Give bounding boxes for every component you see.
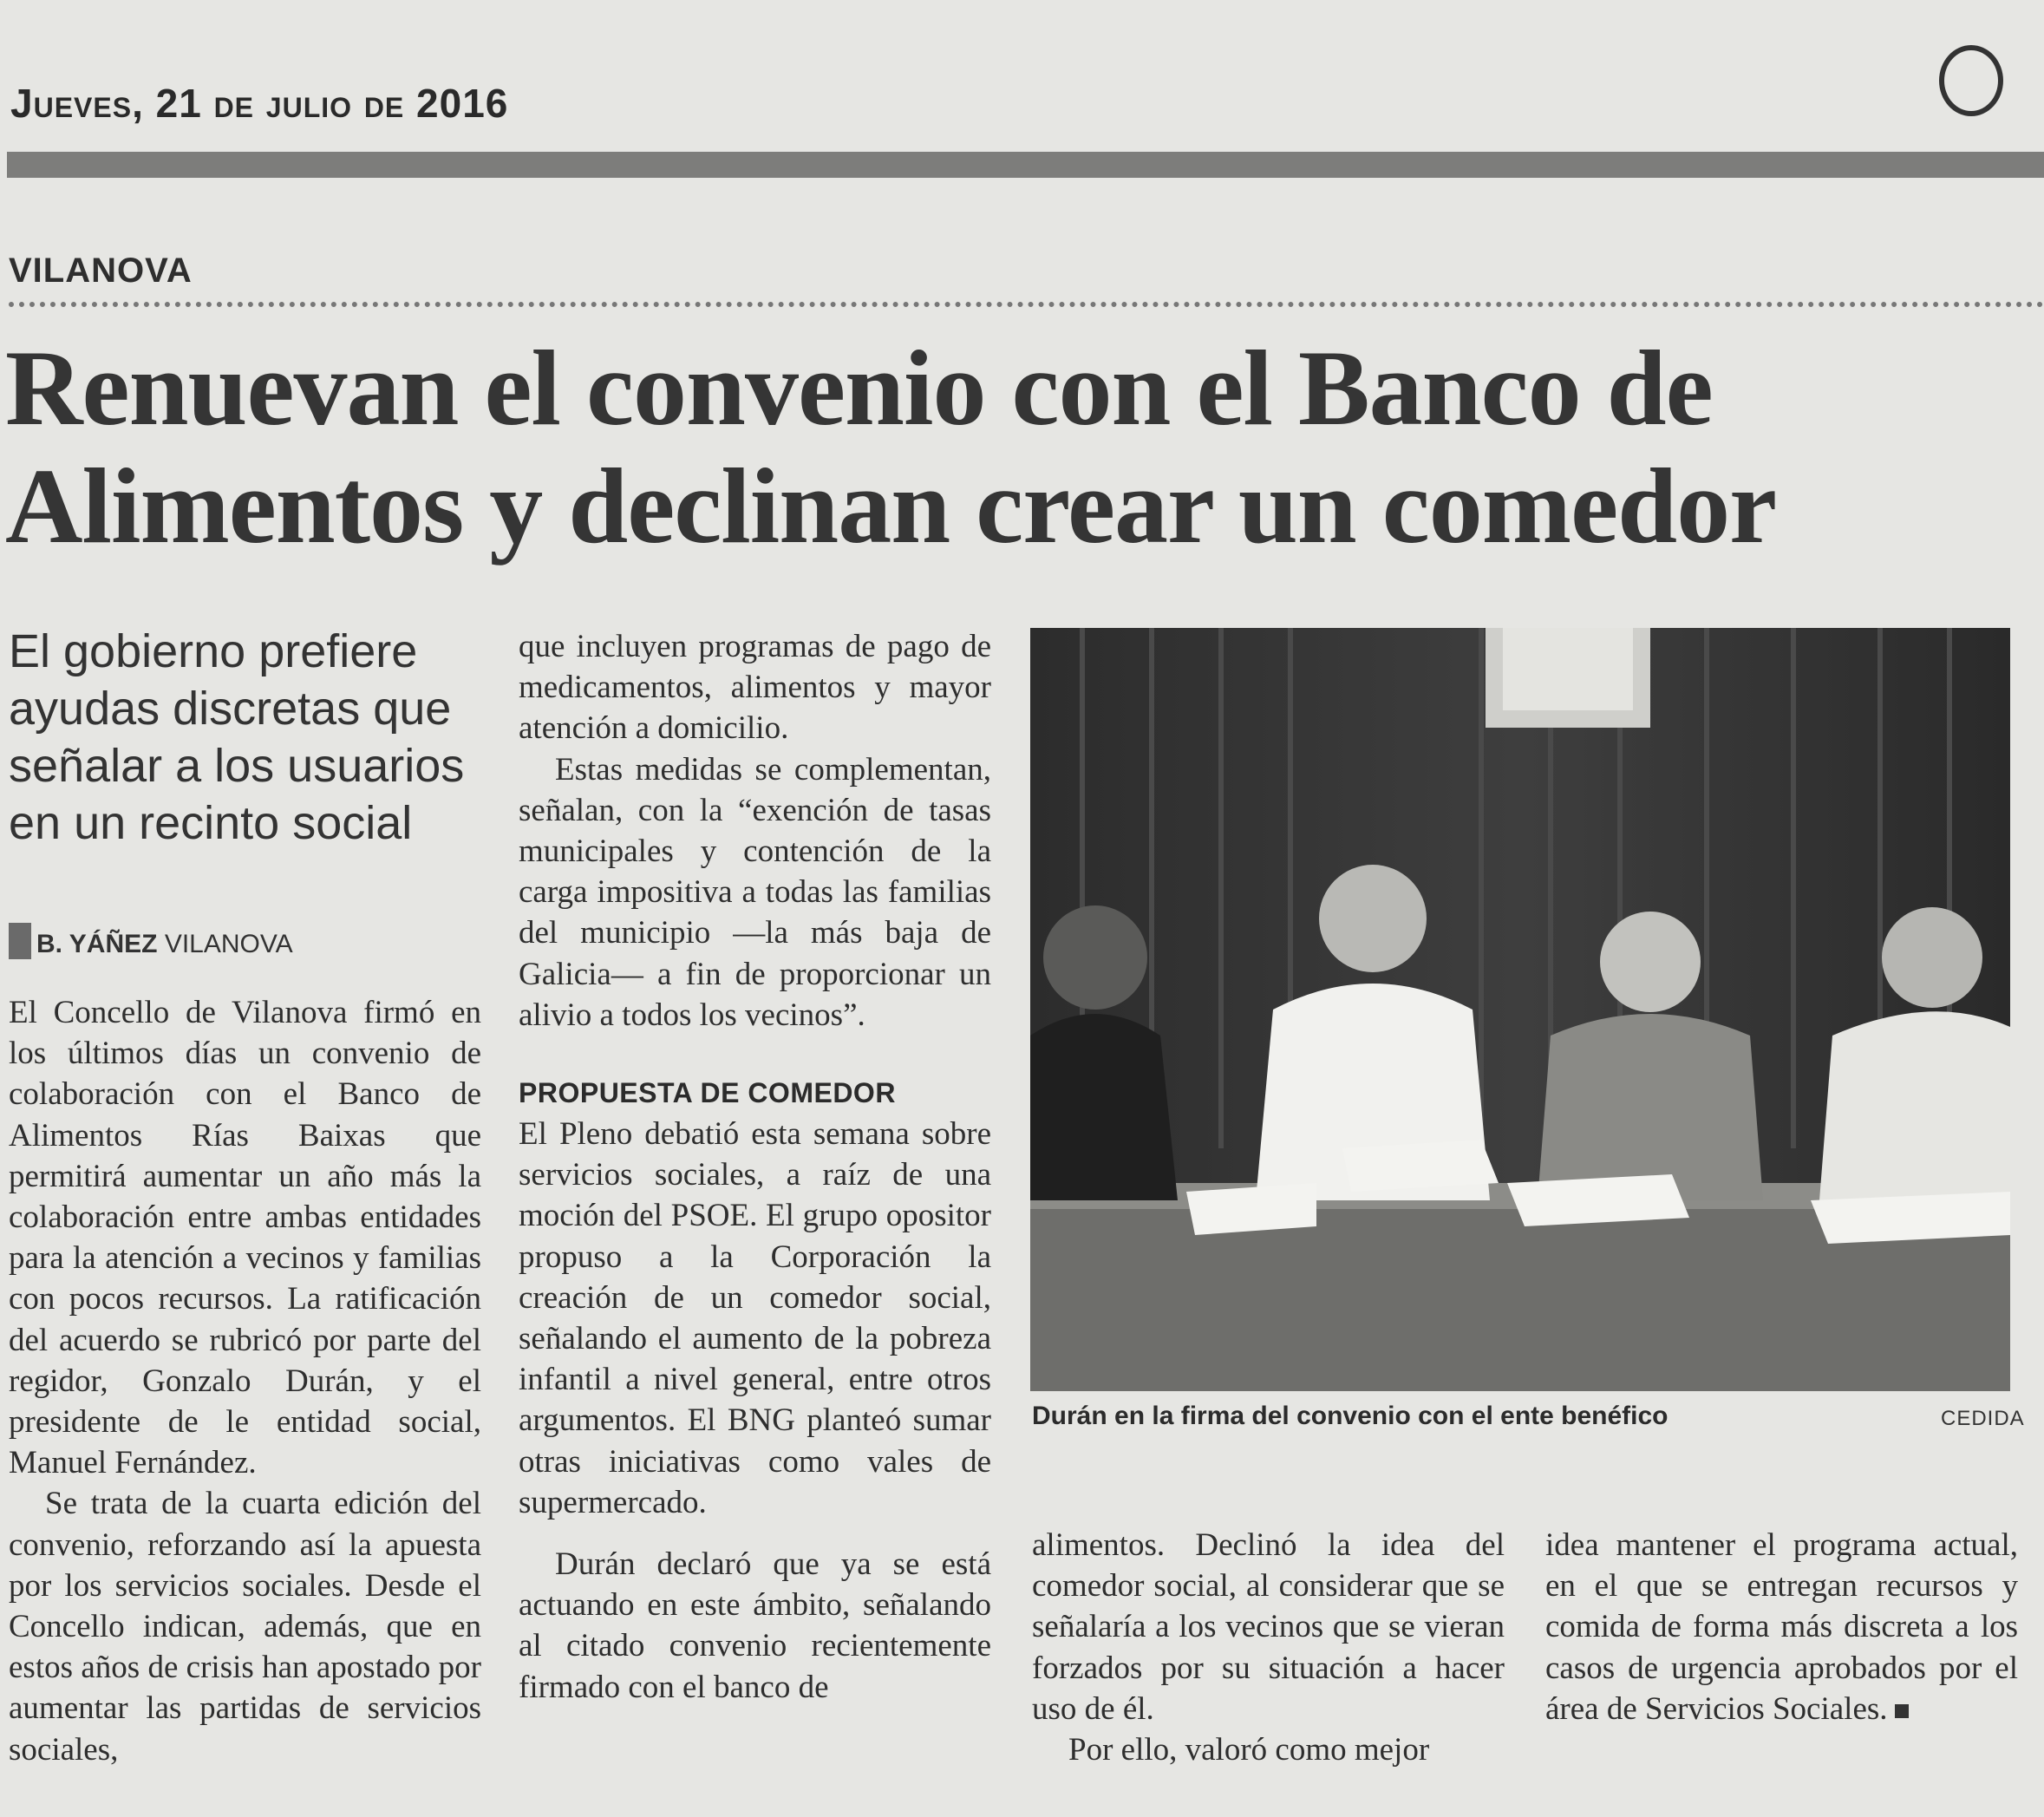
photo-credit: CEDIDA (1941, 1407, 2025, 1430)
byline-location: VILANOVA (164, 930, 293, 958)
header-bar (7, 152, 2044, 178)
article-column-1 (9, 992, 481, 1770)
byline-marker (9, 923, 31, 959)
section-divider (9, 302, 2044, 307)
subtitle: El gobierno prefiere ayudas discretas que señalar a los usuarios en un recinto social (9, 625, 465, 849)
paragraph: alimentos. Declinó la idea del comedor social, al considerar que se señalaría a los vecinos que se vieran forzados por su situación a hacer uso de él. (1032, 1527, 1505, 1727)
paragraph: Durán declaró que ya se está actuando en este ámbito, señalando al citado convenio recientemente firmado con el banco de (519, 1546, 991, 1705)
paragraph (1545, 1525, 2018, 1729)
paragraph: que incluyen programas de pago de medicamentos, alimentos y mayor atención a domicilio. (519, 629, 991, 747)
subheading: PROPUESTA DE COMEDOR (519, 1077, 896, 1109)
article-column-3 (1032, 1525, 1505, 1770)
byline (9, 923, 293, 959)
paragraph: Estas medidas se complementan, señalan, con la “exención de tasas municipales y contención de la carga impositiva a todas las familias del municipio —la más baja de Galicia— a fin de proporcionar un alivio a todos los vecinos”. (519, 751, 991, 1033)
article-column-2 (519, 626, 991, 1708)
newspaper-logo-icon (1939, 45, 2003, 116)
end-of-article-icon (1895, 1704, 1909, 1718)
byline-author: B. YÁÑEZ (36, 930, 158, 958)
paragraph: El Concello de Vilanova firmó en los últimos días un convenio de colaboración con el Banco de Alimentos Rías Baixas que permitirá aumentar un año más la colaboración entre ambas entidades para la atención a vecinos y familias con pocos recursos. La ratificación del acuerdo se rubricó por parte del regidor, Gonzalo Durán, y el presidente de le entidad social, Manuel Fernández. (9, 995, 481, 1481)
section-label: VILANOVA (9, 252, 193, 290)
headline: Renuevan el convenio con el Banco de Alimentos y declinan crear un comedor (5, 329, 1777, 565)
publication-date: Jueves, 21 de julio de 2016 (10, 81, 509, 126)
photo-illustration (1030, 628, 2010, 1391)
paragraph: Se trata de la cuarta edición del convenio, reforzando así la apuesta por los servicios sociales. Desde el Concello indican, además, que en estos años de crisis han apostado por aumentar las partidas de servicios sociales, (9, 1486, 481, 1768)
photo-caption: Durán en la firma del convenio con el ente benéfico (1032, 1402, 1669, 1430)
paragraph: El Pleno debatió esta semana sobre servicios sociales, a raíz de una moción del PSOE. El grupo opositor propuso a la Corporación la creación de un comedor social, señalando el aumento de la pobreza infantil a nivel general, entre otros argumentos. El BNG planteó sumar otras iniciativas como vales de supermercado. (519, 1116, 991, 1520)
paragraph: Por ello, valoró como mejor (1068, 1732, 1430, 1768)
article-column-4 (1545, 1525, 2018, 1729)
article-photo (1030, 628, 2010, 1391)
paragraph-text: idea mantener el programa actual, en el que se entregan recursos y comida de forma más discreta a los casos de urgencia aprobados por el área de Servicios Sociales. (1545, 1527, 2018, 1727)
